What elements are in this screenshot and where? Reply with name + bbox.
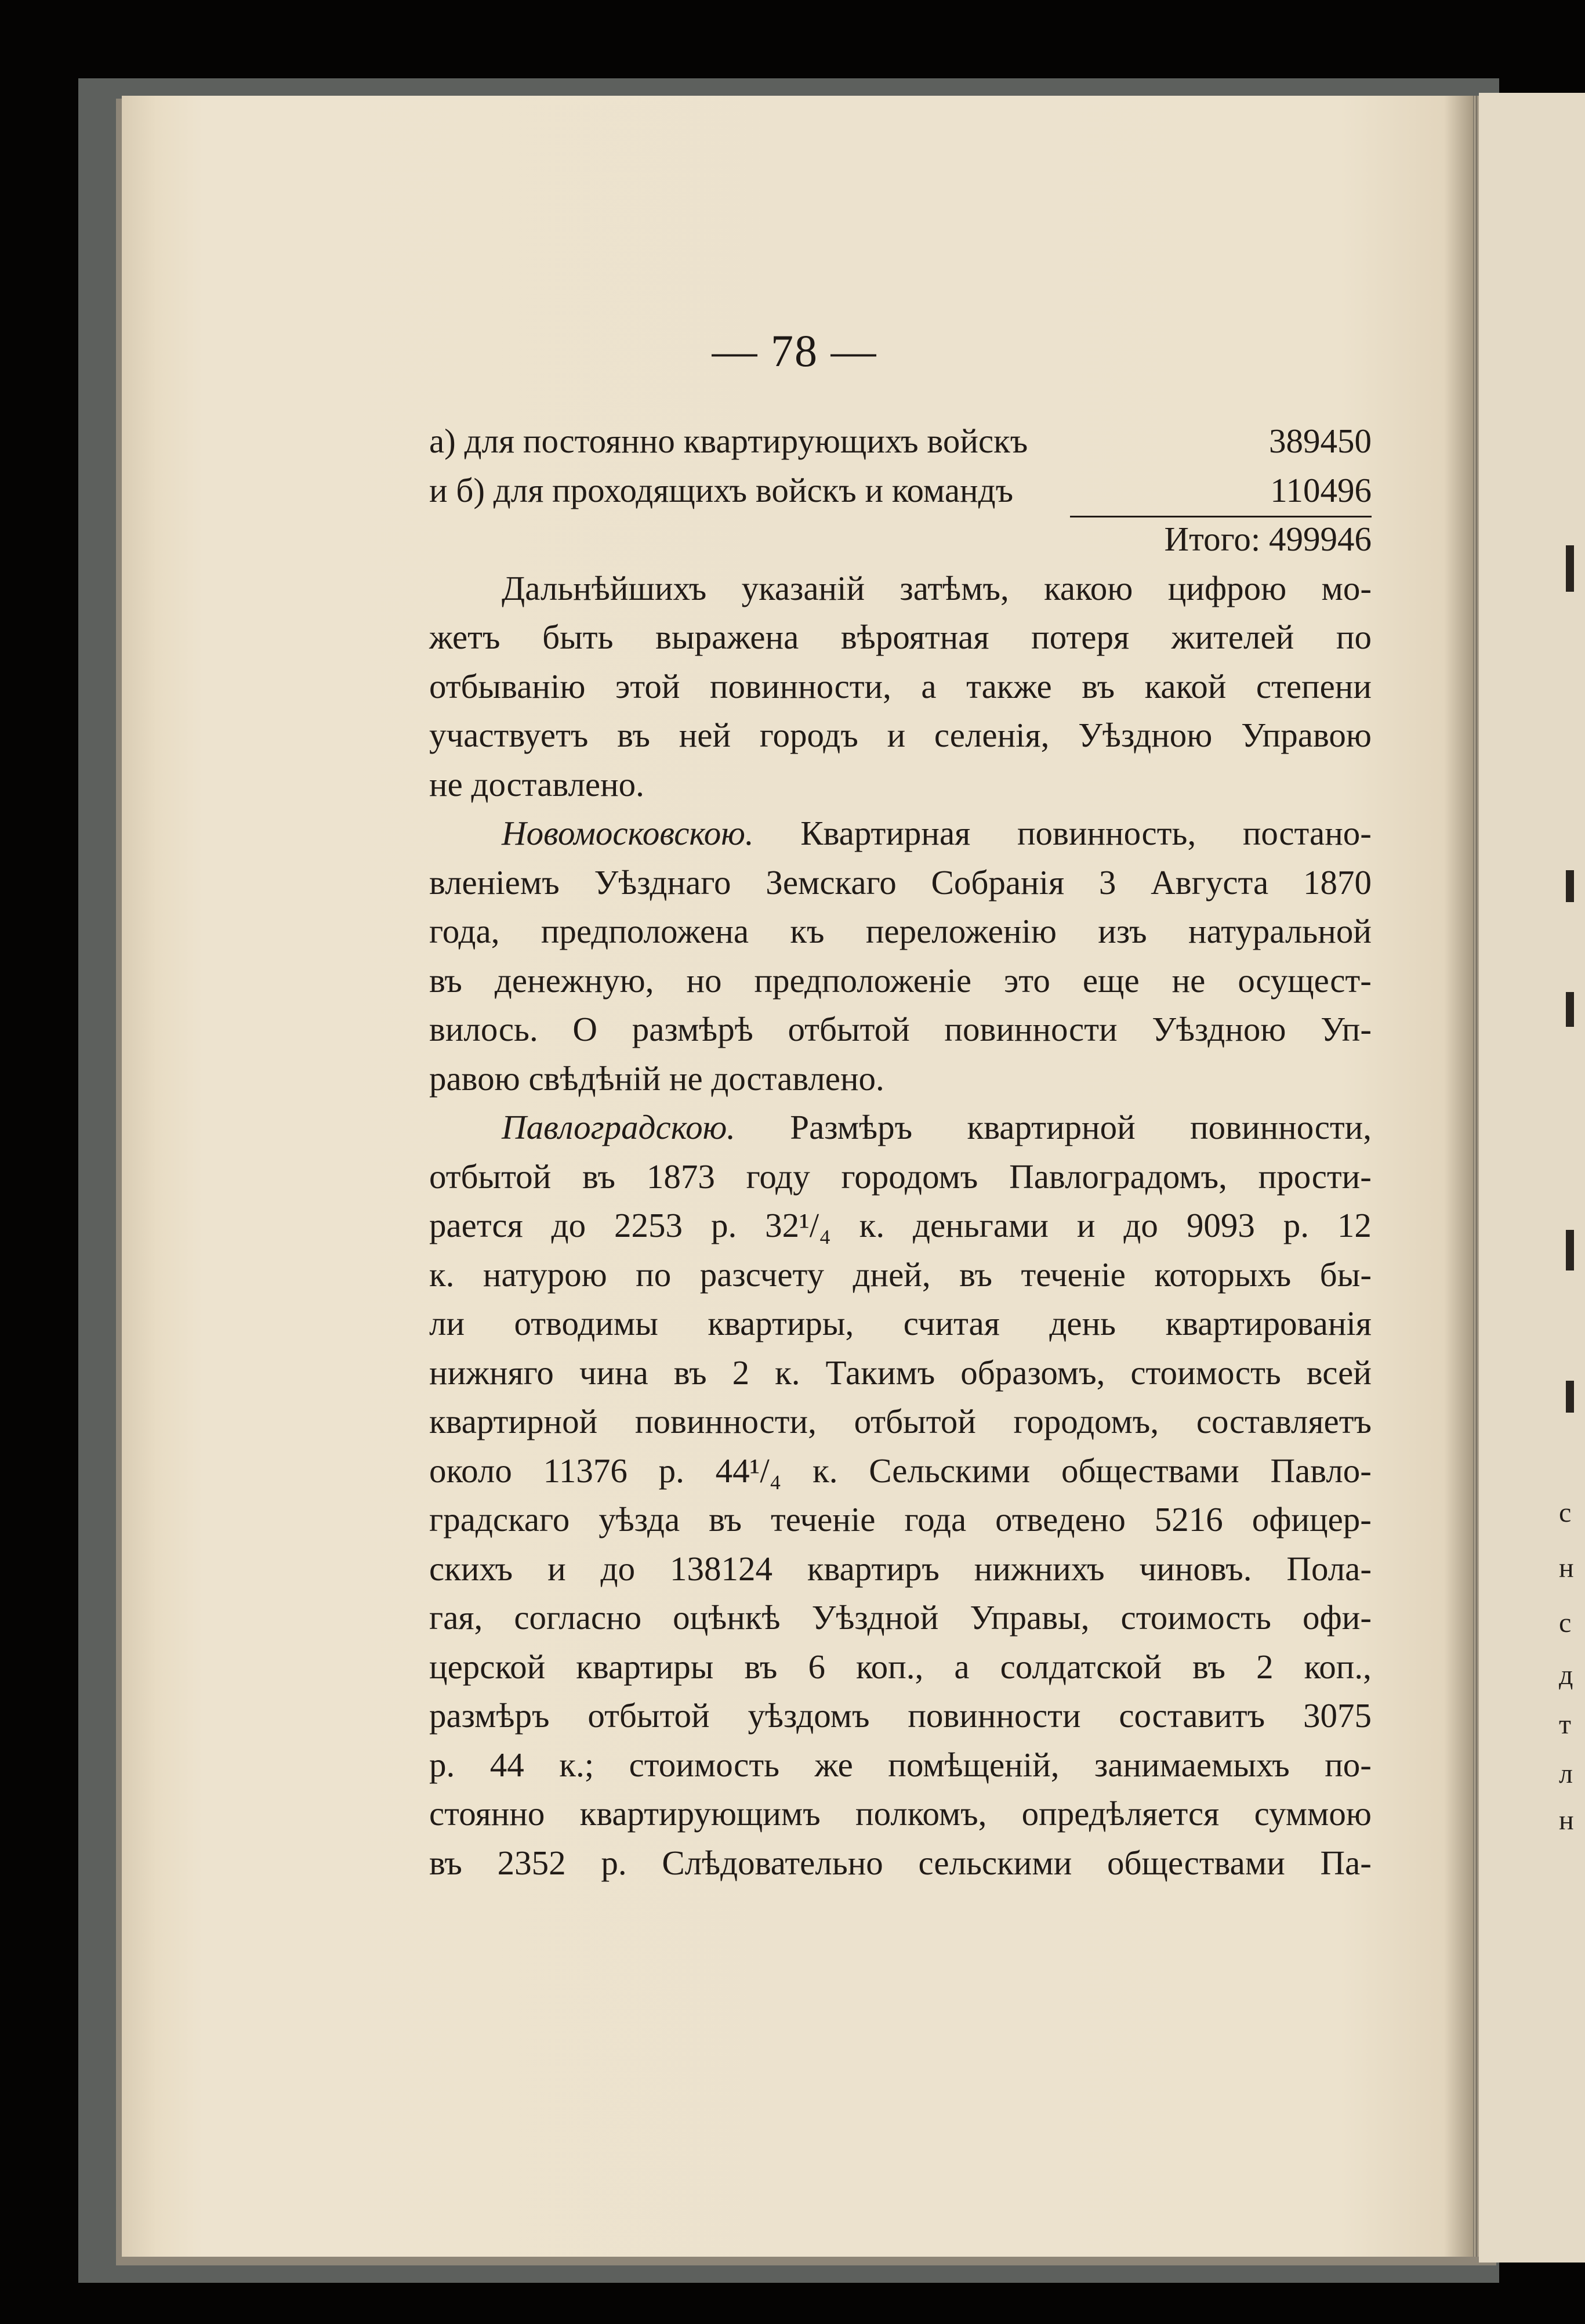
text-line: равою свѣдѣній не доставлено. [429,1059,884,1098]
text-line: размѣръ отбытой уѣздомъ повинности составитъ 3075 [429,1696,1372,1735]
text-line: участвуетъ въ ней городъ и селенія, Уѣздною Управою [429,716,1372,754]
text-line: гая, согласно оцѣнкѣ Уѣздной Управы, стоимость офи- [429,1598,1372,1637]
text-line: отбытой въ 1873 году городомъ Павлоградомъ, прости- [429,1157,1372,1196]
page-number: — 78 — [712,325,877,376]
facing-page-letter: н [1559,1805,1574,1836]
text-line: около 11376 р. 44¹/₄ к. Сельскими обществами Павло- [429,1451,1372,1490]
text-line: скихъ и до 138124 квартиръ нижнихъ чиновъ. Пола- [429,1549,1372,1588]
text-line: вилось. О размѣрѣ отбытой повинности Уѣздною Уп- [429,1010,1372,1048]
text-line: квартирной повинности, отбытой городомъ, составляетъ [429,1402,1372,1440]
text-line: а) для постоянно квартирующихъ войскъ 389450 [429,422,1372,460]
facing-page-letter: л [1559,1758,1573,1789]
text-line: рается до 2253 р. 32¹/₄ к. деньгами и до 9093 р. 12 [429,1206,1372,1244]
text-line: не доставлено. [429,765,644,803]
text-line: ли отводимы квартиры, считая день квартированія [429,1304,1372,1342]
facing-page-letter: д [1559,1660,1573,1690]
text-line: церской квартиры въ 6 коп., а солдатской въ 2 коп., [429,1647,1372,1686]
text-line: к. натурою по разсчету дней, въ теченіе которыхъ бы- [429,1255,1372,1294]
text-line: въ 2352 р. Слѣдовательно сельскими обществами Па- [429,1843,1372,1882]
total-line: Итого: 499946 [1164,520,1372,558]
text-line: вленіемъ Уѣзднаго Земскаго Собранія 3 Августа 1870 [429,863,1372,902]
facing-page-letter: т [1559,1709,1571,1740]
text-line: въ денежную, но предположеніе это еще не осущест- [429,961,1372,1000]
facing-page-ink-mark [1566,1381,1574,1413]
facing-page-ink-mark [1566,870,1574,902]
facing-page-ink-mark [1566,545,1574,592]
text-line: Павлоградскою. Размѣръ квартирной повинности, [502,1108,1372,1146]
text-line: градскаго уѣзда въ теченіе года отведено 5216 офицер- [429,1500,1372,1539]
facing-page-letter: с [1559,1608,1572,1638]
text-line: Дальнѣйшихъ указаній затѣмъ, какою цифрою мо- [502,569,1372,607]
text-line: Новомосковскою. Квартирная повинность, постано- [502,814,1372,852]
facing-page-letter: с [1559,1497,1572,1528]
text-line: и б) для проходящихъ войскъ и командъ 110496 [429,470,1372,509]
body-text [429,417,1372,1887]
text-line: нижняго чина въ 2 к. Такимъ образомъ, стоимость всей [429,1353,1372,1392]
facing-page-letter: н [1559,1552,1574,1583]
text-line: отбыванію этой повинности, а также въ какой степени [429,667,1372,705]
facing-page-ink-mark [1566,1230,1574,1270]
facing-page [1479,93,1585,2263]
facing-page-ink-mark [1566,992,1574,1027]
text-line: р. 44 к.; стоимость же помѣщеній, занимаемыхъ по- [429,1745,1372,1784]
text-line: стоянно квартирующимъ полкомъ, опредѣляется суммою [429,1794,1372,1833]
text-line: года, предположена къ переложенію изъ натуральной [429,912,1372,950]
text-line: жетъ быть выражена вѣроятная потеря жителей по [429,618,1372,656]
